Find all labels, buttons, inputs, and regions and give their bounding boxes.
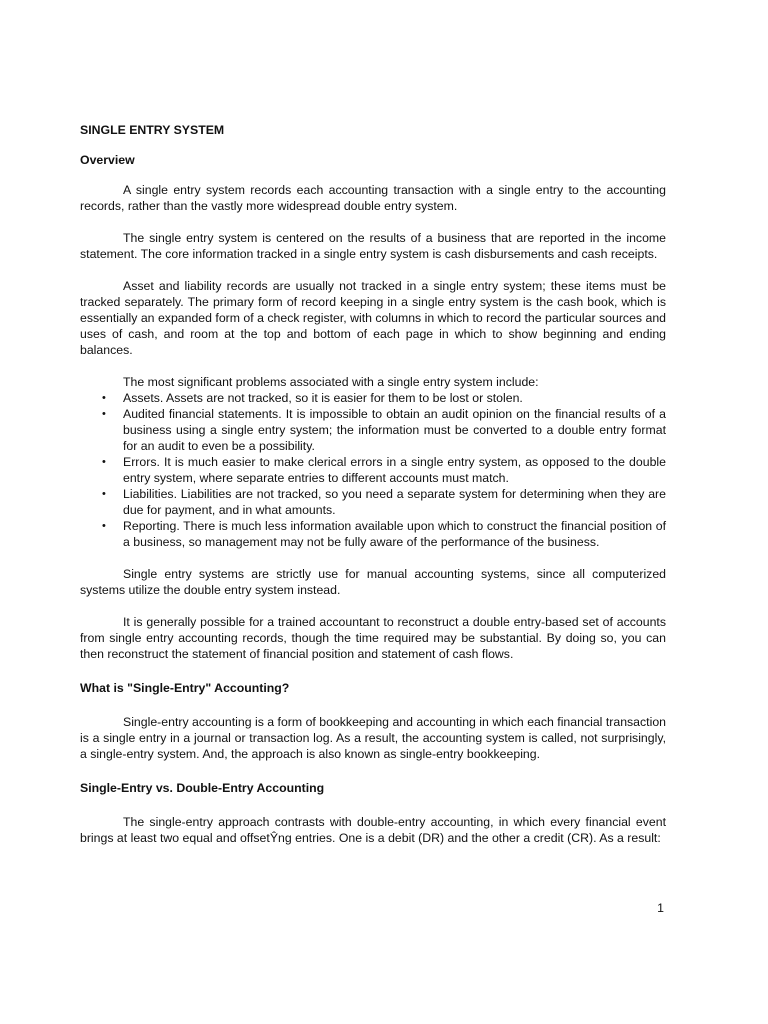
list-item: [80, 406, 666, 454]
section-heading-vs-double-entry: Single-Entry vs. Double-Entry Accounting: [80, 781, 325, 795]
paragraph-manual-systems: Single entry systems are strictly use for manual accounting systems, since all computerized systems utilize the double entry system instead.: [80, 567, 666, 597]
paragraph-reconstruct: It is generally possible for a trained accountant to reconstruct a double entry-based set of accounts from single entry accounting records, though the time required may be substantial. By doing so, you can then reconstruct the statement of financial position and statement of cash flows.: [80, 615, 666, 661]
list-item-text: Errors. It is much easier to make clerical errors in a single entry system, as opposed to the double entry system, where separate entries to different accounts must match.: [123, 455, 666, 485]
paragraph-intro: A single entry system records each accounting transaction with a single entry to the accounting records, rather than the vastly more widespread double entry system.: [80, 183, 666, 213]
list-item-text: Liabilities. Liabilities are not tracked, so you need a separate system for determining when they are due for payment, and in what amounts.: [123, 487, 666, 517]
paragraph-income-statement: The single entry system is centered on the results of a business that are reported in the income statement. The core information tracked in a single entry system is cash disbursements and cash receipts.: [80, 231, 666, 261]
document-body: [80, 122, 666, 862]
section-heading-single-entry: What is "Single-Entry" Accounting?: [80, 681, 290, 695]
list-item: [80, 518, 666, 550]
list-item-text: Assets. Assets are not tracked, so it is easier for them to be lost or stolen.: [123, 391, 523, 405]
overview-heading: Overview: [80, 153, 135, 167]
list-item-text: Reporting. There is much less information available upon which to construct the financial position of a business, so management may not be fully aware of the performance of the business.: [123, 519, 666, 549]
list-item: [80, 486, 666, 518]
bullet-icon: •: [102, 456, 106, 468]
paragraph-double-entry-contrast: The single-entry approach contrasts with double-entry accounting, in which every financial event brings at least two equal and offsetŶng entries. One is a debit (DR) and the other a credit (CR). As a result:: [80, 815, 666, 845]
problems-list: [80, 390, 666, 550]
problems-intro: The most significant problems associated with a single entry system include:: [123, 375, 539, 389]
paragraph-asset-liability: Asset and liability records are usually not tracked in a single entry system; these items must be tracked separately. The primary form of record keeping in a single entry system is the cash book, which is essentially an expanded form of a check register, with columns in which to record the particular sources and uses of cash, and room at the top and bottom of each page in which to show beginning and ending balances.: [80, 279, 666, 357]
document-title: SINGLE ENTRY SYSTEM: [80, 123, 225, 137]
list-item: [80, 454, 666, 486]
bullet-icon: •: [102, 392, 106, 404]
list-item: [80, 390, 666, 406]
bullet-icon: •: [102, 408, 106, 420]
list-item-text: Audited financial statements. It is impossible to obtain an audit opinion on the financial results of a business using a single entry system; the information must be converted to a double entry format for an audit to even be a possibility.: [123, 407, 666, 453]
bullet-icon: •: [102, 488, 106, 500]
paragraph-single-entry-definition: Single-entry accounting is a form of bookkeeping and accounting in which each financial transaction is a single entry in a journal or transaction log. As a result, the accounting system is called, not surprisingly, a single-entry system. And, the approach is also known as single-entry bookkeeping.: [80, 715, 666, 761]
page-number: 1: [657, 901, 664, 915]
bullet-icon: •: [102, 520, 106, 532]
